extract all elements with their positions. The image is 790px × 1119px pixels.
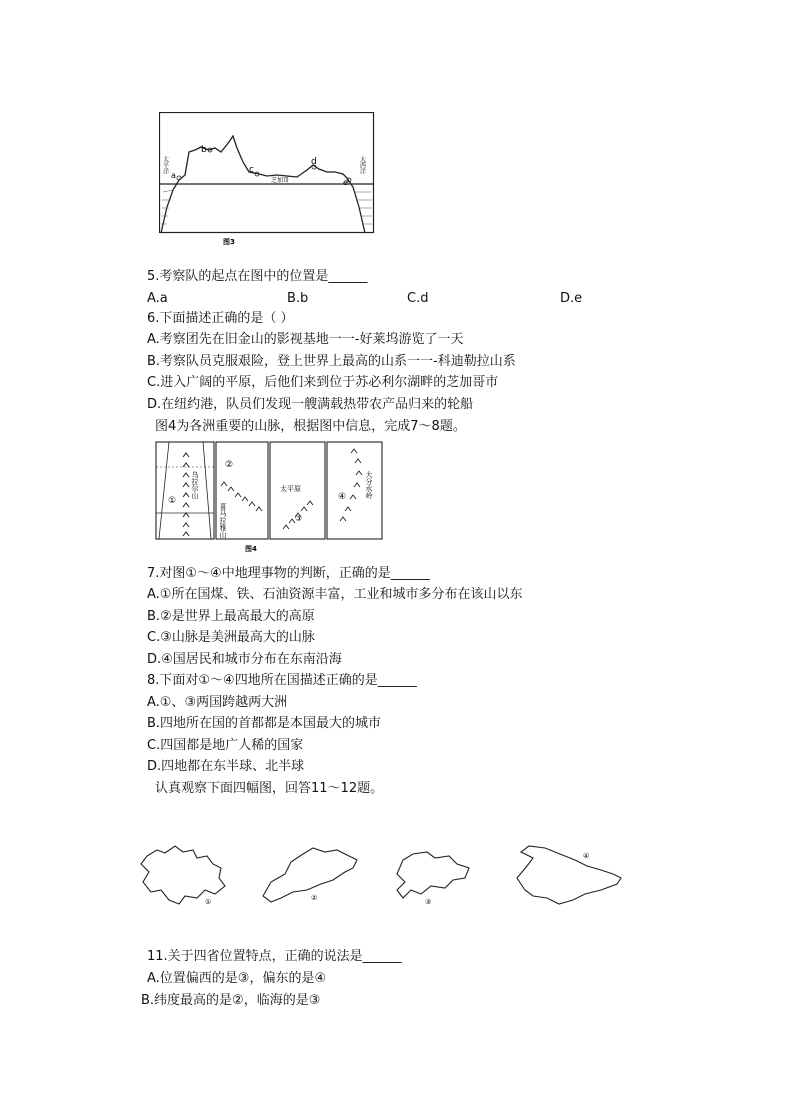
q6-option-d[interactable]: D.在纽约港，队员们发现一艘满载热带农产品归来的轮船 [147,397,474,412]
q5-stem: 5.考察队的起点在图中的位置是______ [147,269,368,284]
q6-stem: 6.下面描述正确的是（ ） [147,311,294,326]
label-p1: ① [168,496,177,506]
label-chicago: 芝加哥 [271,177,290,184]
province-1-outline [141,846,225,904]
label-pacific: 太平洋 [161,156,169,174]
label-himalaya: 喜马拉雅山 [219,503,227,538]
q6-option-c[interactable]: C.进入广阔的平原，后他们来到位于苏必利尔湖畔的芝加哥市 [147,375,499,390]
label-plain: 太平原 [280,485,301,493]
label-p2: ② [225,460,234,470]
label-dfl: 大分水岭 [365,471,373,499]
q7-option-d[interactable]: D.④国居民和城市分布在东南沿海 [147,652,342,667]
q11-option-a[interactable]: A.位置偏西的是③，偏东的是④ [147,971,327,986]
figure-3-caption: 图3 [223,238,235,246]
q5-option-d[interactable]: D.e [560,291,583,306]
q7-option-b[interactable]: B.②是世界上最高最大的高原 [147,609,315,624]
figure-3-cross-section [159,112,375,247]
q8-option-d[interactable]: D.四地都在东半球、北半球 [147,759,305,774]
q8-option-a[interactable]: A.①、③两国跨越两大洲 [147,695,288,710]
province-3-label: ③ [425,898,432,906]
cross-section-svg [159,112,375,247]
province-outlines [135,838,630,918]
label-a: a [171,171,176,180]
q5-options [147,291,607,309]
province-3-outline [397,852,469,898]
q7-option-a[interactable]: A.①所在国煤、铁、石油资源丰富，工业和城市多分布在该山以东 [147,587,523,602]
province-2-outline [263,848,357,902]
q5-option-c[interactable]: C.d [407,291,429,306]
label-ural: 乌拉尔山 [191,471,199,499]
label-b: b [201,145,207,155]
province-4-label: ④ [583,852,590,860]
figure-4-mountains [155,441,385,556]
q7-stem: 7.对图①～④中地理事物的判断，正确的是______ [147,566,430,581]
fig4-intro: 图4为各洲重要的山脉，根据图中信息，完成7～8题。 [155,419,466,434]
provinces-intro: 认真观察下面四幅图，回答11～12题。 [155,781,384,796]
label-e: e [343,178,348,187]
q7-option-c[interactable]: C.③山脉是美洲最高大的山脉 [147,630,315,645]
figure-4-caption: 图4 [245,545,257,553]
label-d: d [311,157,317,167]
q6-option-a[interactable]: A.考察团先在旧金山的影视基地一一-好莱坞游览了一天 [147,332,464,347]
panel-4 [327,442,382,539]
province-2-label: ② [311,894,318,902]
q5-option-b[interactable]: B.b [287,291,309,306]
q8-stem: 8.下面对①～④四地所在国描述正确的是______ [147,673,417,688]
province-1-label: ① [205,898,212,906]
label-p3: ③ [295,514,303,523]
q6-option-b[interactable]: B.考察队员克服艰险，登上世界上最高的山系一一-科迪勒拉山系 [147,354,516,369]
q11-option-b[interactable]: B.纬度最高的是②，临海的是③ [141,993,321,1008]
frame [160,113,374,233]
q8-option-b[interactable]: B.四地所在国的首都都是本国最大的城市 [147,716,382,731]
label-p4: ④ [338,492,347,502]
provinces-svg [135,838,630,918]
mountains-svg [155,441,385,556]
q11-stem: 11.关于四省位置特点，正确的说法是______ [147,949,402,964]
q5-option-a[interactable]: A.a [147,291,168,306]
province-4-outline [517,846,621,904]
label-c: c [249,165,254,175]
label-atlantic: 大西洋 [358,156,366,174]
q8-option-c[interactable]: C.四国都是地广人稀的国家 [147,738,304,753]
